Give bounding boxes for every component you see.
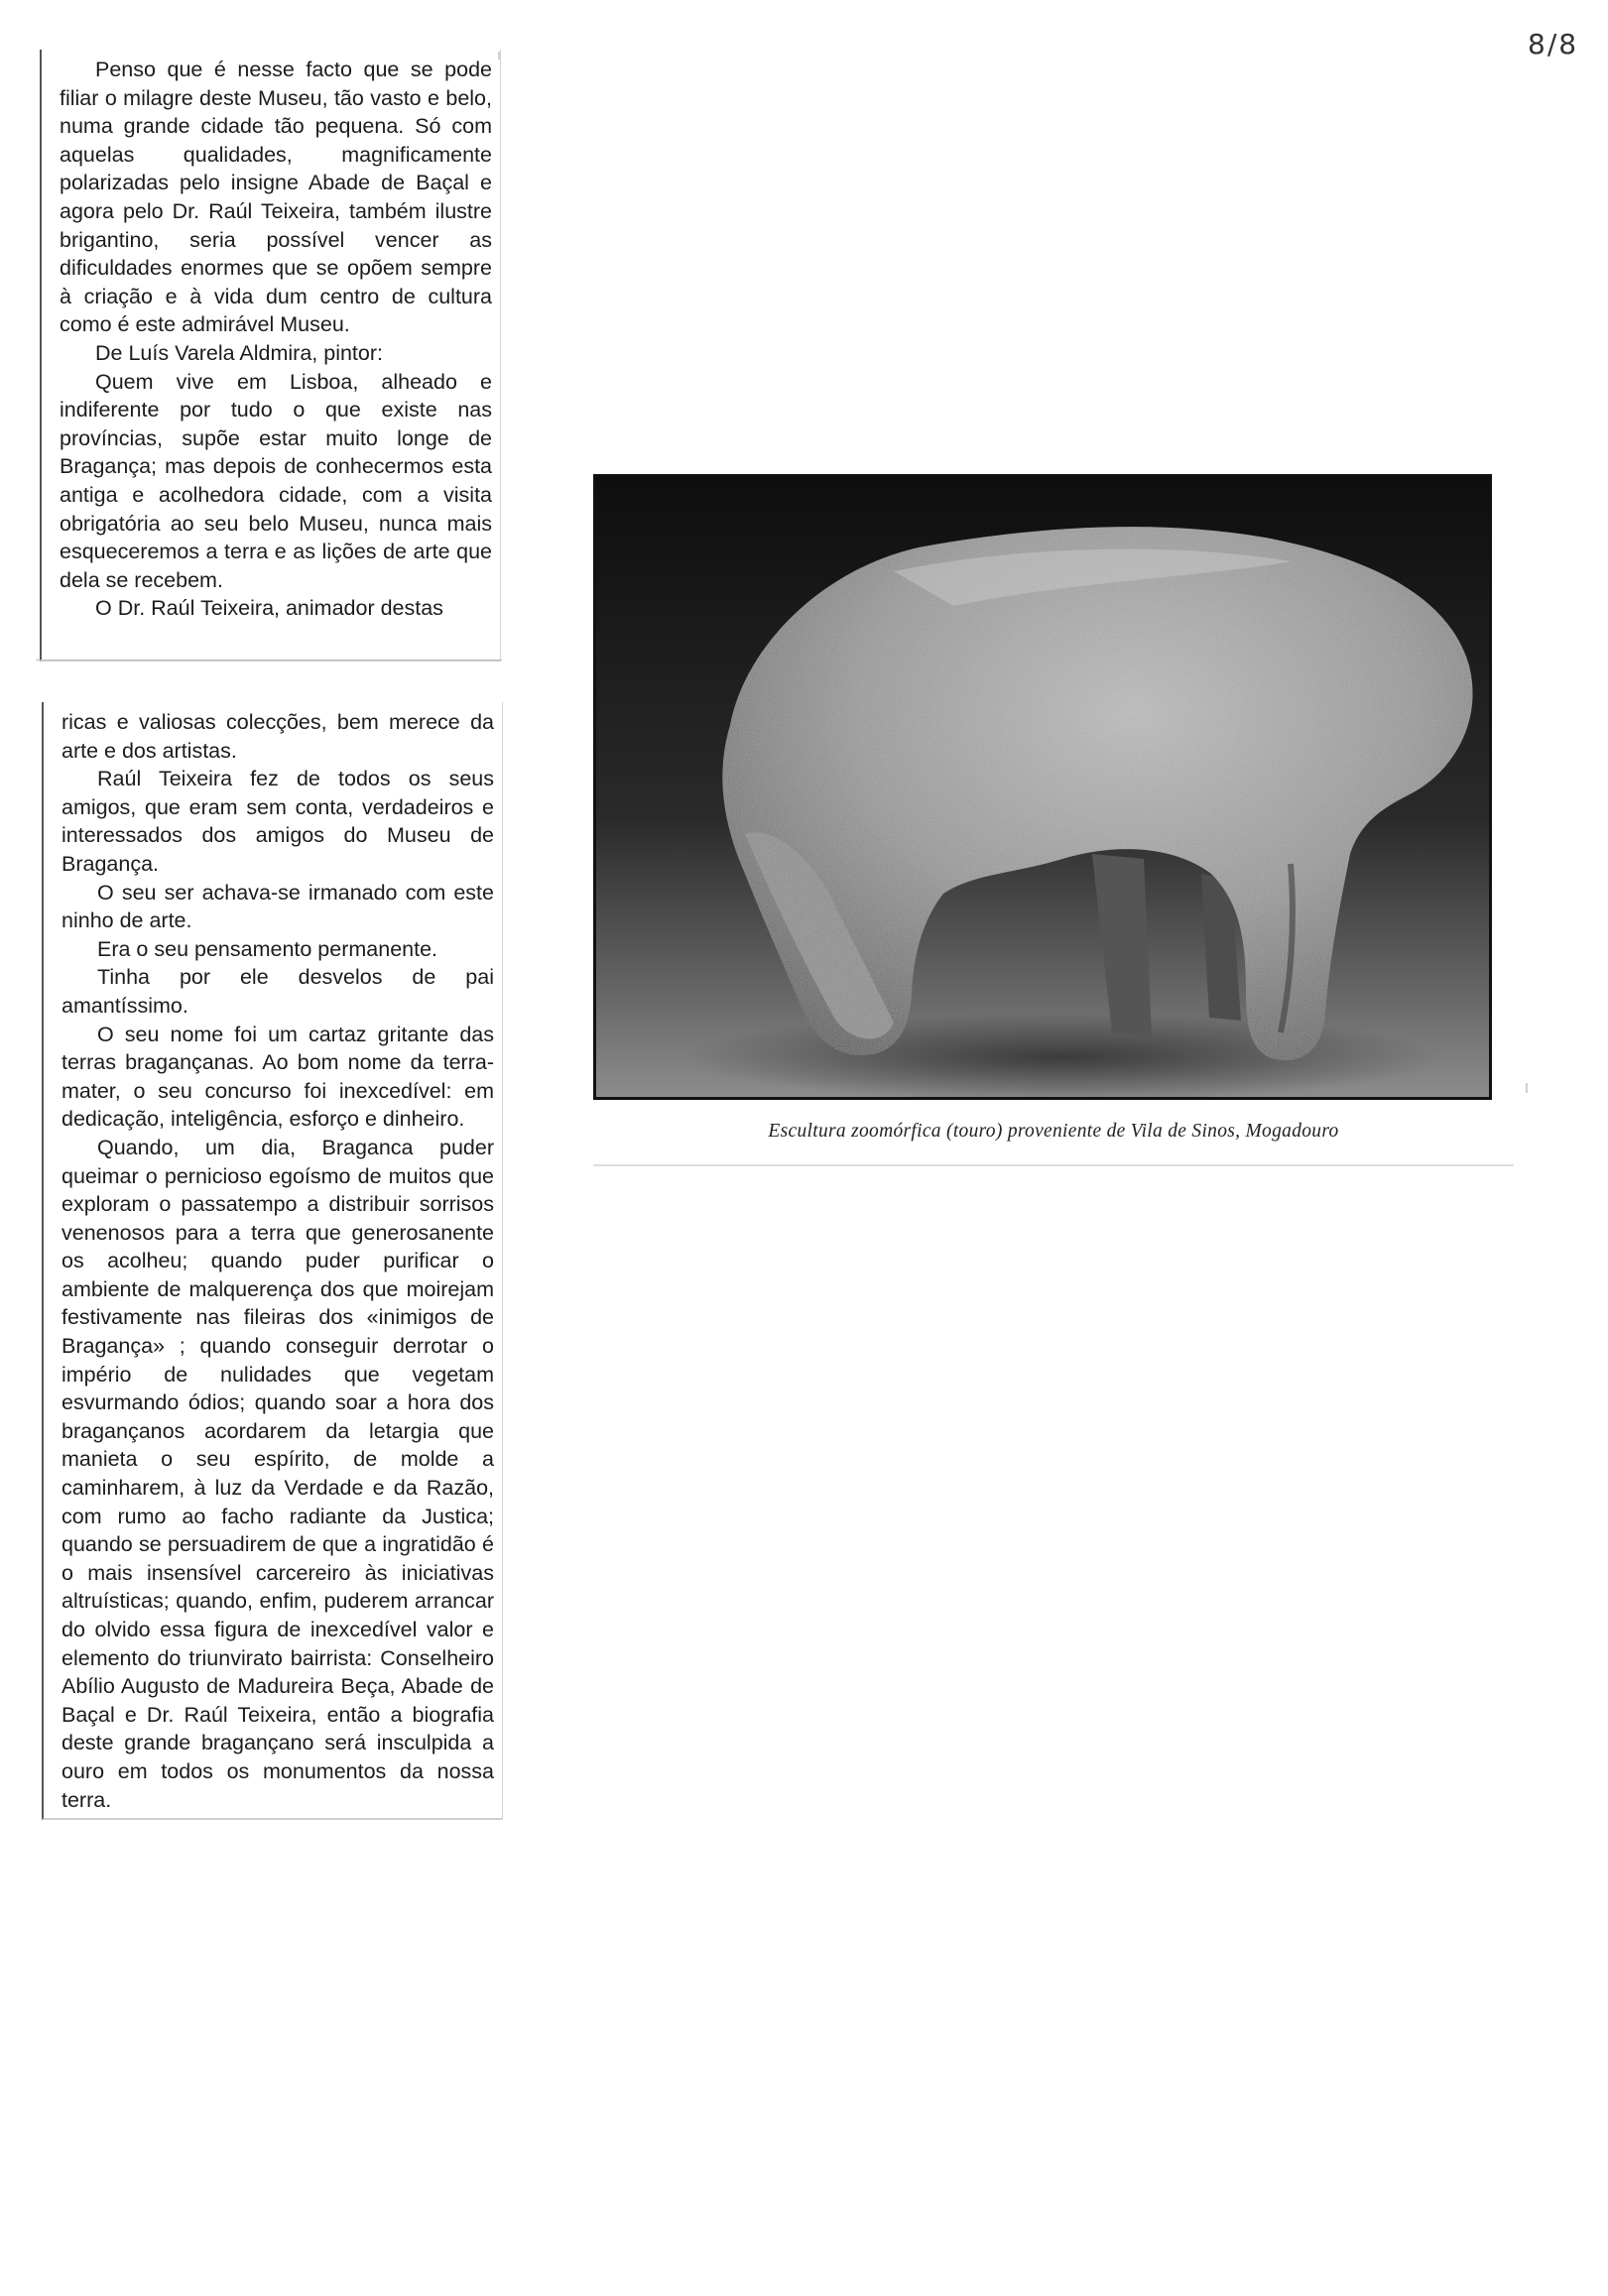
scan-mark bbox=[498, 52, 500, 60]
paragraph: Raúl Teixeira fez de todos os seus amigos, que eram sem conta, verdadeiros e interessados dos amigos do Museu de Bragança. bbox=[62, 767, 494, 876]
sculpture-photo bbox=[593, 474, 1492, 1100]
article-clipping-top bbox=[40, 50, 501, 662]
paragraph: Penso que é nesse facto que se pode filiar o milagre deste Museu, tão vasto e belo, numa grande cidade tão pequena. Só com aquelas qualidades, magnificamente polarizadas pelo insigne Abade de Baçal e agora pelo Dr. Raúl Teixeira, também ilustre brigantino, seria possível vencer as dificuldades enormes que se opõem sempre à criação e à vida dum centro de cultura como é este admirável Museu. bbox=[60, 58, 492, 337]
sculpture-photo-figure bbox=[593, 474, 1492, 1099]
paragraph: De Luís Varela Aldmira, pintor: bbox=[95, 340, 383, 365]
article-clipping-bottom bbox=[42, 702, 503, 1820]
paragraph: O Dr. Raúl Teixeira, animador destas bbox=[95, 596, 443, 621]
bull-sculpture-image bbox=[596, 477, 1489, 1097]
article-text-bottom bbox=[62, 708, 494, 1814]
paragraph: Quem vive em Lisboa, alheado e indiferente por tudo o que existe nas províncias, supõe estar muito longe de Bragança; mas depois de conhecermos esta antiga e acolhedora cidade, com a visita obrigatória ao seu belo Museu, nunca mais esqueceremos a terra e as lições de arte que dela se recebem. bbox=[60, 369, 492, 592]
scan-mark bbox=[1526, 1083, 1528, 1093]
paragraph: ricas e valiosas colecções, bem merece da arte e dos artistas. bbox=[62, 710, 494, 763]
paragraph: O seu nome foi um cartaz gritante das terras bragançanas. Ao bom nome da terra-mater, o seu concurso foi inexcedível: em dedicação, inteligência, esforço e dinheiro. bbox=[62, 1022, 494, 1132]
clipping-divider bbox=[36, 660, 502, 661]
paragraph: Tinha por ele desvelos de pai amantíssimo. bbox=[62, 965, 494, 1018]
figure-caption: Escultura zoomórfica (touro) proveniente de Vila de Sinos, Mogadouro bbox=[768, 1121, 1339, 1142]
paragraph: Quando, um dia, Braganca puder queimar o pernicioso egoísmo de muitos que exploram o passatempo a distribuir sorrisos venenosos para a terra que generosanente os acolheu; quando puder purificar o ambiente de malquerença dos que moirejam festivamente nas fileiras dos «inimigos de Bragança» ; quando conseguir derrotar o império de nulidades que vegetam esvurmando ódios; quando soar a hora dos bragançanos acordarem da letargia que manieta o seu espírito, de molde a caminharem, à luz da Verdade e da Razão, com rumo ao facho radiante da Justica; quando se persuadirem de que a ingratidão é o mais insensível carcereiro às iniciativas altruísticas; quando, enfim, puderem arrancar do olvido essa figura de inexcedível valor e elemento do triunvirato bairrista: Conselheiro Abílio Augusto de Madureira Beça, Abade de Baçal e Dr. Raúl Teixeira, então a biografia deste grande bragançano será insculpida a ouro em todos os monumentos da nossa terra. bbox=[62, 1135, 494, 1812]
page-number: 8/8 bbox=[1528, 28, 1579, 60]
paragraph: O seu ser achava-se irmanado com este ninho de arte. bbox=[62, 880, 494, 933]
article-text-top bbox=[60, 56, 492, 623]
paragraph: Era o seu pensamento permanente. bbox=[97, 936, 438, 961]
figure-caption-box bbox=[593, 1103, 1514, 1166]
